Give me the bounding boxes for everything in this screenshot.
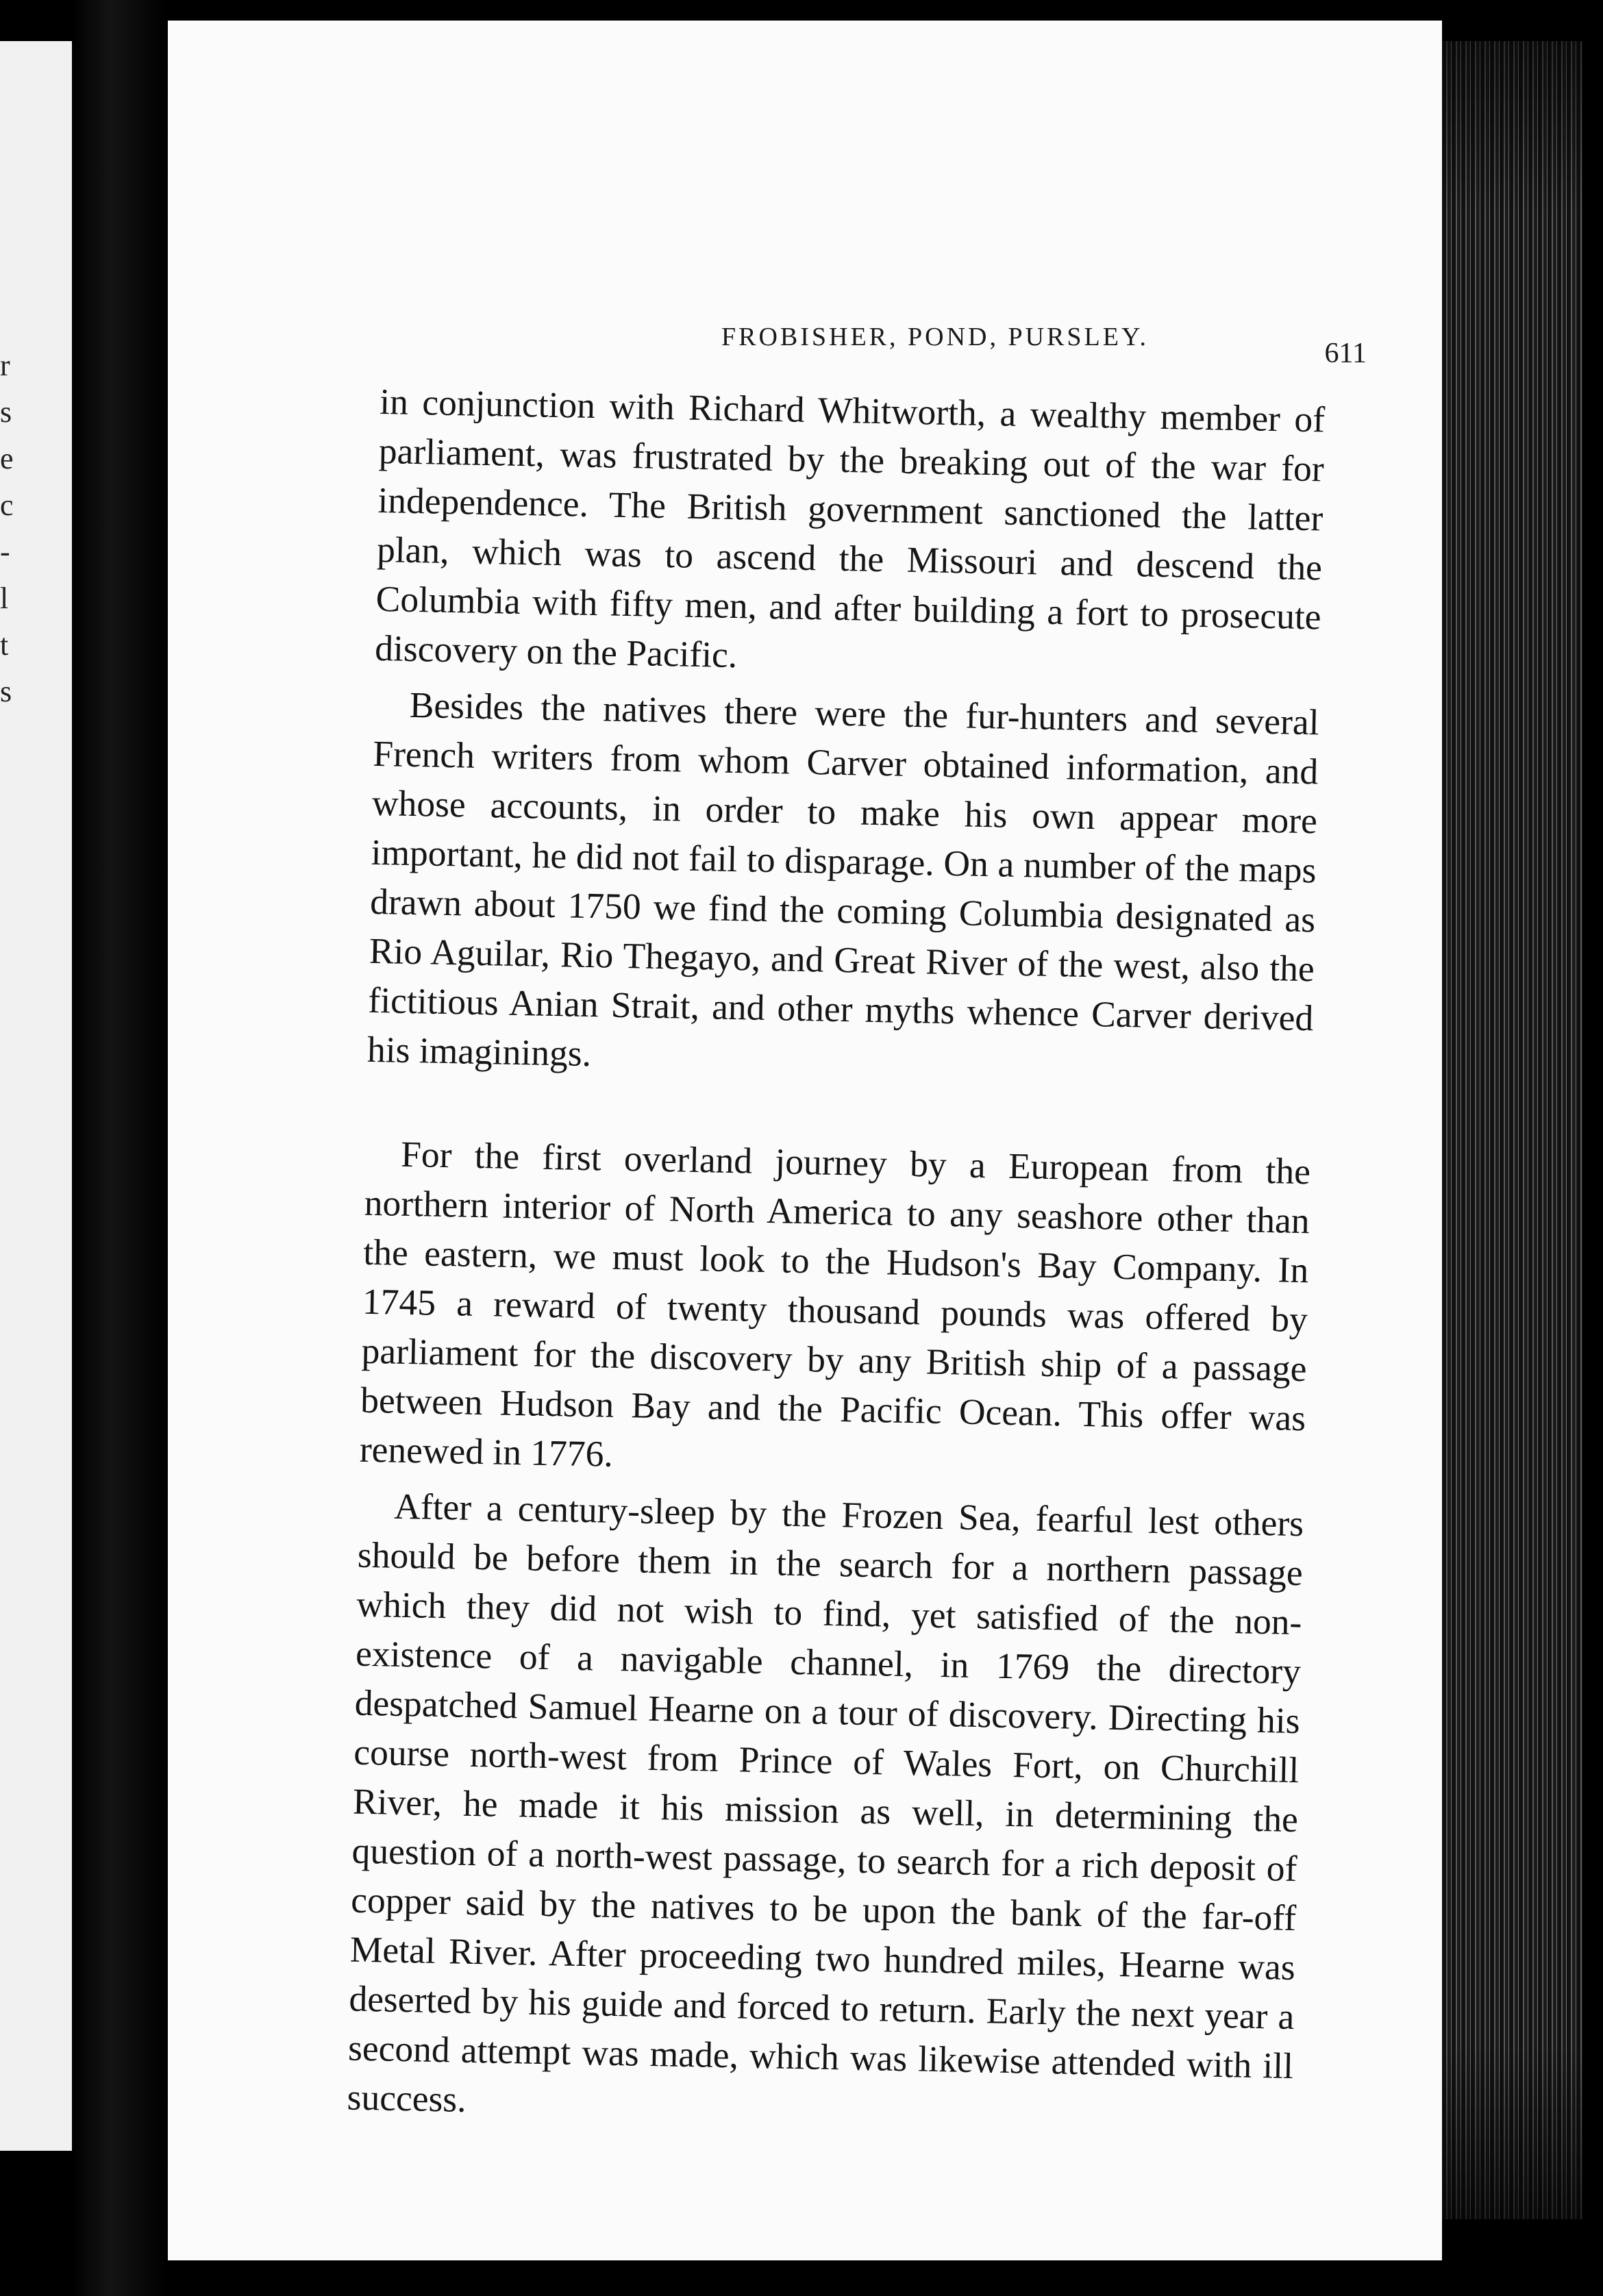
body-text bbox=[347, 377, 1326, 2140]
margin-letter: c bbox=[0, 488, 14, 522]
paragraph: Besides the natives there were the fur-hunters and several French writers from whom Carver obtained information, and whose accounts, in order to make his own appear more important, he did not fail to disparage. On a number of the maps drawn about 1750 we find the coming Columbia designated as Rio Aguilar, Rio Thegayo, and Great River of the west, also the fictitious Anian Strait, and other myths whence Carver derived his imaginings. bbox=[366, 684, 1320, 1075]
margin-letter: l bbox=[0, 582, 9, 615]
margin-letter: t bbox=[0, 628, 9, 662]
facing-page-margin-letters bbox=[0, 342, 21, 715]
page-number: 611 bbox=[1324, 338, 1367, 369]
page-edges-stack bbox=[1442, 41, 1582, 2219]
margin-letter: e bbox=[0, 442, 14, 475]
margin-letter: r bbox=[0, 349, 10, 382]
margin-letter: - bbox=[0, 535, 10, 569]
book-gutter bbox=[72, 0, 168, 2296]
margin-letter: s bbox=[0, 675, 12, 708]
running-head: FROBISHER, POND, PURSLEY. bbox=[721, 323, 1150, 351]
facing-page-fragment bbox=[0, 41, 75, 2151]
margin-letter: s bbox=[0, 395, 12, 429]
book-page bbox=[168, 21, 1442, 2260]
paragraph: After a century-sleep by the Frozen Sea, fearful lest others should be before them in the search for a northern passage which they did not wish to find, yet satisfied of the non-existence of a navigable channel, in 1769 the directory despatched Samuel Hearne on a tour of discovery. Directing his course north-west from Prince of Wales Fort, on Churchill River, he made it his mission as well, in determining the question of a north-west passage, to search for a rich deposit of copper said by the natives to be upon the bank of the far-off Metal River. After proceeding two hundred miles, Hearne was deserted by his guide and forced to return. Early the next year a second attempt was made, which was likewise attended with ill success. bbox=[347, 1485, 1304, 2120]
paragraph: For the first overland journey by a European from the northern interior of North America to any seashore other than the eastern, we must look to the Hudson's Bay Company. In 1745 a reward of twenty thousand pounds was offered by parliament for the discovery by any British ship of a passage between Hudson Bay and the Pacific Ocean. This offer was renewed in 1776. bbox=[359, 1133, 1311, 1475]
paragraph: in conjunction with Richard Whitworth, a wealthy member of parliament, was frustrated by the breaking out of the war for independence. The British government sanctioned the latter plan, which was to ascend the Missouri and descend the Columbia with fifty men, and after building a fort to prosecute discovery on the Pacific. bbox=[374, 380, 1326, 676]
